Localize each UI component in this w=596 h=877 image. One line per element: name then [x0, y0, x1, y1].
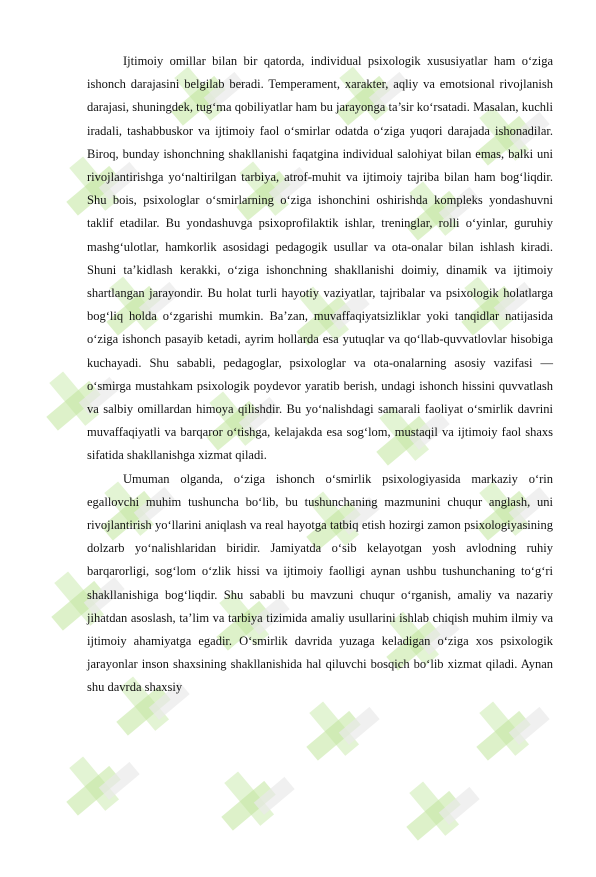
paragraph-1: Ijtimoiy omillar bilan bir qatorda, individual psixologik xususiyatlar ham o‘ziga ishonch darajasini belgilab beradi. Temperament, xarakter, aqliy va emotsional rivojlanish darajasi, shuningdek, tug‘ma qobiliyatlar ham bu jarayonga ta’sir ko‘rsatadi. Masalan, kuchli iradali, tashabbuskor va ijtimoiy faol o‘smirlar odatda o‘ziga yuqori darajada ishonadilar. Biroq, bunday ishonchning shakllanishi faqatgina individual salohiyat bilan emas, balki uni rivojlantirishga yo‘naltirilgan tarbiya, atrof-muhit va ijtimoiy tajriba bilan ham bog‘liqdir. Shu bois, psixologlar o‘smirlarning o‘ziga ishonchini oshirishda kompleks yondashuvni taklif etadilar. Bu yondashuvga psixoprofilaktik ishlar, treninglar, rolli o‘yinlar, guruhiy mashg‘ulotlar, hamkorlik asosidagi pedagogik usullar va ota-onalar bilan ishlash kiradi. Shuni ta’kidlash kerakki, o‘ziga ishonchning shakllanishi doimiy, dinamik va ijtimoiy shartlangan jarayondir. Bu holat turli hayotiy vaziyatlar, tajribalar va psixologik holatlarga bog‘liq holda o‘zgarishi mumkin. Ba’zan, muvaffaqiyatsizliklar yoki tanqidlar natijasida o‘ziga ishonch pasayib ketadi, ayrim hollarda esa yutuqlar va qo‘llab-quvvatlovlar hisobiga kuchayadi. Shu sababli, pedagoglar, psixologlar va ota-onalarning asosiy vazifasi — o‘smirga mustahkam psixologik poydevor yaratib berish, undagi ishonch hissini quvvatlash va salbiy omillardan himoya qilishdir. Bu yo‘nalishdagi samarali faoliyat o‘smirlik davrini muvaffaqiyatli va barqaror o‘tishga, kelajakda esa sog‘lom, mustaqil va ijtimoiy faol shaxs sifatida shakllanishga xizmat qiladi.	[87, 54, 553, 463]
watermark-icon	[197, 742, 318, 863]
paragraph-2: Umuman olganda, o‘ziga ishonch o‘smirlik psixologiyasida markaziy o‘rin egallovchi muhim tushuncha bo‘lib, bu tushunchaning mazmunini chuqur anglash, uni rivojlantirish yo‘llarini aniqlash va real hayotga tatbiq etish hozirgi zamon psixologiyasining dolzarb yo‘nalishlaridan biridir. Jamiyatda o‘sib kelayotgan yosh avlodning ruhiy barqarorligi, sog‘lom o‘zlik hissi va ijtimoiy faolligi aynan ushbu tushunchaning to‘g‘ri shakllanishiga bog‘liqdir. Shu sababli bu mavzuni chuqur o‘rganish, amaliy va nazariy jihatdan asoslash, ta’lim va tarbiya tizimida amaliy usullarini ishlab chiqish muhim ilmiy va ijtimoiy ahamiyatga egadir. O‘smirlik davrida yuzaga keladigan o‘ziga xos psixologik jarayonlar inson shaxsining shakllanishida hal qiluvchi bosqich bo‘lib xizmat qiladi. Aynan shu davrda shaxsiy	[87, 471, 553, 695]
watermark-icon	[382, 752, 503, 873]
watermark-icon	[42, 727, 163, 848]
document-page	[87, 50, 553, 700]
